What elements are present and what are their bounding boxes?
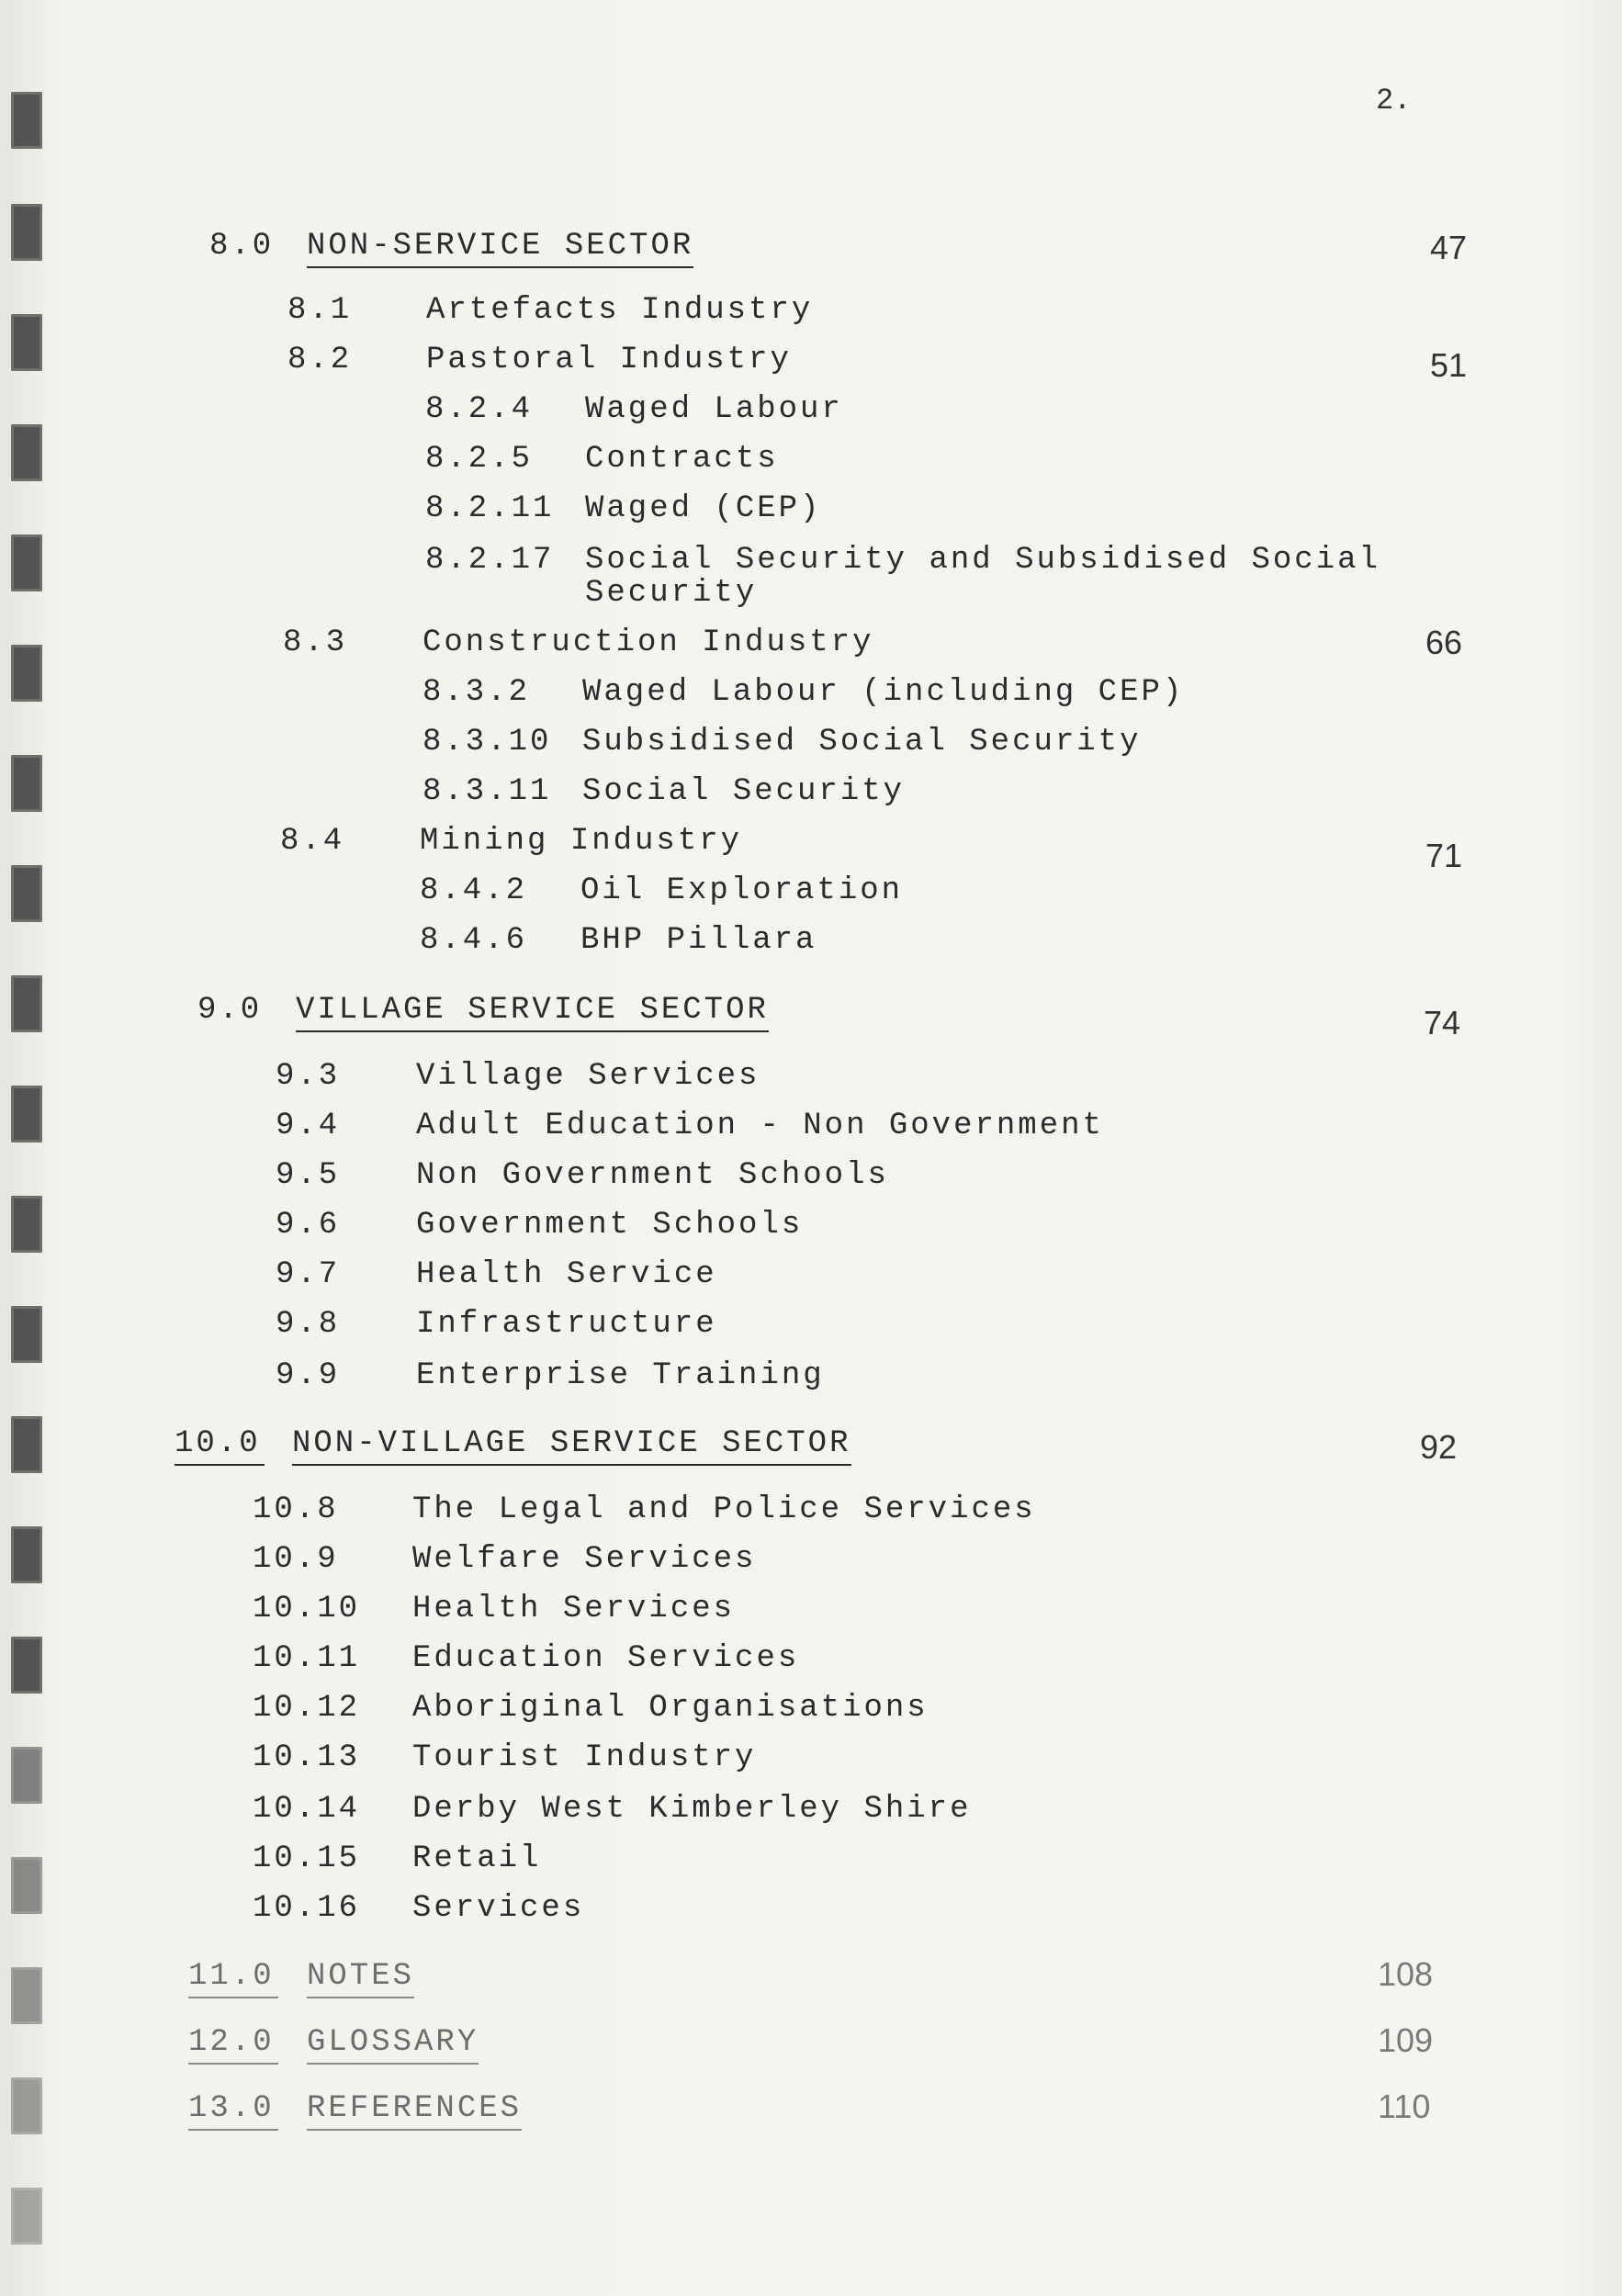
item-title: Construction Industry (422, 625, 874, 660)
item-number: 8.1 (287, 293, 353, 328)
binding-hole (11, 755, 42, 812)
item-number: 10.10 (253, 1592, 361, 1626)
section-title: VILLAGE SERVICE SECTOR (296, 992, 769, 1032)
item-number: 9.3 (276, 1059, 341, 1094)
subitem-title: Contracts (585, 442, 779, 477)
section-page: 92 (1420, 1428, 1458, 1466)
section-title: NON-VILLAGE SERVICE SECTOR (292, 1425, 851, 1466)
section-page: 110 (1378, 2088, 1431, 2125)
binding-hole (11, 975, 42, 1032)
section-page: 74 (1424, 1004, 1461, 1041)
item-number: 9.7 (276, 1257, 341, 1292)
subitem-number: 8.3.10 (422, 725, 552, 760)
binding-hole (11, 1747, 42, 1804)
item-title: Government Schools (416, 1208, 804, 1243)
item-title: Tourist Industry (412, 1740, 757, 1775)
item-number: 8.2 (287, 343, 353, 377)
item-title: Health Services (412, 1592, 736, 1626)
item-title: Services (412, 1891, 585, 1926)
binding-hole (11, 1526, 42, 1583)
subitem-number: 8.3.11 (422, 774, 552, 809)
binding-hole (11, 204, 42, 261)
subitem-title: BHP Pillara (580, 923, 817, 958)
section-title: NOTES (307, 1958, 414, 1998)
binding-hole (11, 92, 42, 149)
subitem-number: 8.2.4 (425, 392, 534, 427)
item-number: 10.15 (253, 1841, 361, 1876)
subitem-title: Waged Labour (including CEP) (582, 675, 1185, 710)
section-number: 8.0 (209, 229, 275, 264)
item-page: 71 (1425, 837, 1463, 874)
item-title: Mining Industry (420, 824, 743, 859)
binding-hole (11, 865, 42, 922)
binding-hole (11, 1637, 42, 1694)
section-title: NON-SERVICE SECTOR (307, 228, 693, 268)
subitem-title: Social Security and Subsidised Social (585, 543, 1380, 578)
item-page: 51 (1430, 346, 1468, 384)
item-number: 10.16 (253, 1891, 361, 1926)
item-number: 10.9 (253, 1542, 339, 1577)
subitem-title: Oil Exploration (580, 873, 904, 908)
binding-hole (11, 1196, 42, 1253)
item-number: 8.3 (283, 625, 348, 660)
section-title: REFERENCES (307, 2090, 522, 2131)
subitem-title: Social Security (582, 774, 906, 809)
item-title: Village Services (416, 1059, 760, 1094)
item-number: 10.13 (253, 1740, 361, 1775)
item-number: 9.5 (276, 1158, 341, 1193)
binding-hole (11, 2188, 42, 2245)
subitem-title: Subsidised Social Security (582, 725, 1142, 760)
section-page: 108 (1378, 1955, 1434, 1993)
item-number: 9.6 (276, 1208, 341, 1243)
item-number: 10.14 (253, 1792, 361, 1827)
item-number: 9.4 (276, 1109, 341, 1143)
subitem-number: 8.4.2 (420, 873, 528, 908)
subitem-number: 8.3.2 (422, 675, 531, 710)
binding-hole (11, 2077, 42, 2134)
subitem-number: 8.2.11 (425, 491, 555, 526)
binding-hole (11, 1857, 42, 1914)
item-number: 10.11 (253, 1641, 361, 1676)
section-number: 11.0 (188, 1958, 278, 1998)
subitem-number: 8.2.17 (425, 543, 555, 578)
section-number: 10.0 (175, 1425, 265, 1466)
item-number: 9.8 (276, 1307, 341, 1342)
subitem-number: 8.2.5 (425, 442, 534, 477)
binding-hole (11, 1416, 42, 1473)
binding-hole (11, 1086, 42, 1142)
section-number: 9.0 (197, 993, 263, 1028)
binding-hole (11, 645, 42, 702)
item-title: Welfare Services (412, 1542, 757, 1577)
item-title: Retail (412, 1841, 542, 1876)
subitem-title: Waged Labour (585, 392, 843, 427)
subitem-title-continued: Security (585, 576, 758, 611)
item-page: 66 (1425, 624, 1463, 661)
item-number: 10.8 (253, 1492, 339, 1527)
subitem-number: 8.4.6 (420, 923, 528, 958)
item-title: Health Service (416, 1257, 717, 1292)
section-title: GLOSSARY (307, 2024, 479, 2065)
binding-hole (11, 424, 42, 481)
item-title: Pastoral Industry (426, 343, 792, 377)
section-number: 12.0 (188, 2024, 278, 2065)
item-number: 8.4 (280, 824, 345, 859)
item-number: 10.12 (253, 1691, 361, 1726)
binding-hole (11, 314, 42, 371)
item-title: Artefacts Industry (426, 293, 814, 328)
subitem-title: Waged (CEP) (585, 491, 822, 526)
item-title: Education Services (412, 1641, 800, 1676)
binding-hole (11, 1306, 42, 1363)
item-title: Derby West Kimberley Shire (412, 1792, 972, 1827)
item-title: Aboriginal Organisations (412, 1691, 929, 1726)
section-page: 109 (1378, 2021, 1434, 2059)
item-title: Infrastructure (416, 1307, 717, 1342)
page-number: 2. (1376, 84, 1412, 118)
binding-hole (11, 535, 42, 591)
section-page: 47 (1430, 229, 1468, 266)
item-number: 9.9 (276, 1358, 341, 1393)
item-title: Non Government Schools (416, 1158, 889, 1193)
binding-hole (11, 1967, 42, 2024)
item-title: Adult Education - Non Government (416, 1109, 1104, 1143)
item-title: The Legal and Police Services (412, 1492, 1036, 1527)
item-title: Enterprise Training (416, 1358, 825, 1393)
section-number: 13.0 (188, 2090, 278, 2131)
